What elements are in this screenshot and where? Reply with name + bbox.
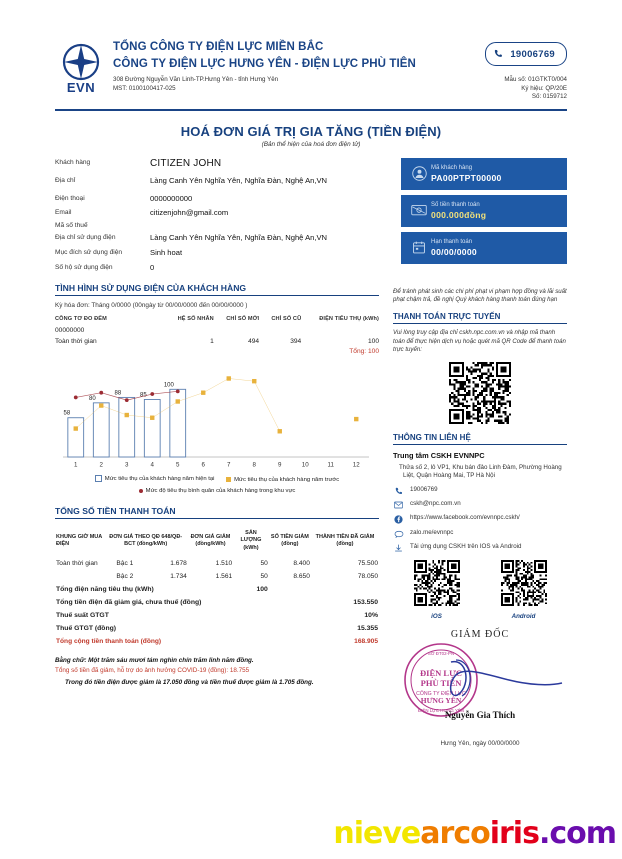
svg-text:ĐIỆN LỰC HƯNG YÊN: ĐIỆN LỰC HƯNG YÊN xyxy=(418,707,464,713)
payment-heading: TỔNG SỐ TIỀN THANH TOÁN xyxy=(55,506,379,519)
app-store-qrs xyxy=(393,560,567,620)
user-icon xyxy=(407,166,431,181)
field-value: Sinh hoat xyxy=(150,247,183,257)
customer-row xyxy=(55,194,395,203)
svg-text:4: 4 xyxy=(150,461,154,469)
field-value: Làng Canh Yên Nghĩa Yên, Nghĩa Đàn, Nghệ An,VN xyxy=(150,232,328,242)
field-value: 0 xyxy=(150,262,155,272)
form-number: Mẫu số: 01GTKT0/004 xyxy=(504,76,567,83)
col-reduced-price: ĐƠN GIÁ GIẢM (đồng/kWh) xyxy=(190,533,231,548)
field-value: 0000000000 xyxy=(150,193,193,203)
svg-text:PHÙ TIÊN: PHÙ TIÊN xyxy=(420,677,462,688)
legend-swatch-line-icon xyxy=(139,489,143,493)
summary-value xyxy=(311,583,379,596)
customer-fields xyxy=(55,158,395,275)
contact-item-zalo[interactable] xyxy=(393,529,567,538)
col-consumption: ĐIỆN TIÊU THỤ (kWh) xyxy=(319,315,379,322)
field-label: Khách hàng xyxy=(55,158,91,166)
online-payment-body: Vui lòng truy cập địa chỉ cskh.npc.com.vn và nhập mã thanh toán để thực hiện dịch vụ hoặc quét mã QR Code để thanh toán trực tuyến: xyxy=(393,328,566,354)
contact-item-email xyxy=(393,500,567,509)
online-payment-heading: THANH TOÁN TRỰC TUYẾN xyxy=(393,312,567,324)
signature-date: Hưng Yên, ngày 00/00/0000 xyxy=(440,739,520,747)
svg-text:5: 5 xyxy=(176,461,180,469)
svg-text:10: 10 xyxy=(301,461,309,469)
row-time-band: Toàn thời gian xyxy=(56,559,98,567)
org-tax-code: MST: 0100100417-025 xyxy=(113,84,176,92)
legend-item-current xyxy=(95,474,215,484)
invoice-header xyxy=(55,0,567,102)
phone-icon xyxy=(494,45,503,63)
col-old-index: CHỈ SỐ CŨ xyxy=(271,315,302,322)
customer-section xyxy=(55,158,567,275)
calendar-icon xyxy=(407,240,431,255)
payment-notes xyxy=(55,657,379,686)
contact-heading: THÔNG TIN LIÊN HỆ xyxy=(393,433,567,445)
row-quantity: 50 xyxy=(260,559,268,567)
android-caption: Android xyxy=(511,612,536,620)
table-row xyxy=(55,570,379,583)
meter-number: 00000000 xyxy=(55,326,85,334)
card-label: Hạn thanh toán xyxy=(431,238,473,245)
invoice-subtitle: (Bản thể hiện của hoá đơn điện tử) xyxy=(261,140,361,148)
contact-facebook: https://www.facebook.com/evnnpc.cskh/ xyxy=(410,513,520,521)
usage-total-label: Tổng: xyxy=(349,347,367,355)
chart-legend xyxy=(55,474,379,498)
amount-due-card xyxy=(401,195,567,227)
field-label: Mục đích sử dụng điện xyxy=(55,248,123,256)
field-label: Mã số thuế xyxy=(55,221,88,229)
row-amount: 78.050 xyxy=(357,572,378,580)
card-value: 000.000đồng xyxy=(431,209,487,220)
mail-icon xyxy=(393,500,404,509)
summary-value: 15.355 xyxy=(357,624,378,632)
field-value: Làng Canh Yên Nghĩa Yên, Nghĩa Đàn, Nghệ An,VN xyxy=(150,175,328,185)
summary-mid: 100 xyxy=(256,585,268,593)
money-icon xyxy=(407,203,431,218)
row-consumption: 100 xyxy=(367,337,379,345)
signature-area xyxy=(393,640,567,736)
watermark xyxy=(333,816,616,851)
svg-text:SỞ ĐT02-PN: SỞ ĐT02-PN xyxy=(427,650,455,656)
row-time-band xyxy=(55,570,104,583)
row-reduction: 8.400 xyxy=(293,559,310,567)
director-name: Nguyễn Gia Thích xyxy=(444,709,516,720)
contact-address: Thửa số 2, lô VP1, Khu bán đảo Linh Đàm, Phường Hoàng Liệt, Quận Hoàng Mai, TP Hà Nội xyxy=(399,463,562,480)
zalo-icon xyxy=(393,529,404,538)
due-date-card xyxy=(401,232,567,264)
watermark-part-2: arco xyxy=(420,816,490,851)
summary-row xyxy=(55,583,379,596)
customer-row xyxy=(55,221,395,229)
summary-cards xyxy=(395,158,567,275)
invoice-title: HOÁ ĐƠN GIÁ TRỊ GIA TĂNG (TIỀN ĐIỆN) xyxy=(180,123,442,139)
customer-row xyxy=(55,263,395,272)
qr-icon xyxy=(449,362,511,424)
watermark-part-4: .com xyxy=(538,816,616,851)
svg-text:1: 1 xyxy=(74,461,78,469)
svg-text:80: 80 xyxy=(89,395,96,402)
evn-star-icon xyxy=(59,42,103,82)
field-label: Số hộ sử dụng điện xyxy=(55,263,113,271)
col-time-band: KHUNG GIỜ MUA ĐIỆN xyxy=(56,533,103,548)
payment-qr-code[interactable] xyxy=(393,362,567,424)
row-quantity: 50 xyxy=(260,572,268,580)
row-tier: Bậc 1 xyxy=(116,559,134,567)
consumption-chart xyxy=(55,365,379,470)
legend-label: Mức tiêu thụ của khách hàng năm trước xyxy=(234,476,340,483)
svg-text:2: 2 xyxy=(99,461,103,469)
svg-text:6: 6 xyxy=(201,461,205,469)
customer-row xyxy=(55,176,395,185)
svg-text:12: 12 xyxy=(352,461,360,469)
org-block xyxy=(107,40,437,93)
row-old-index: 394 xyxy=(290,337,302,345)
svg-text:8: 8 xyxy=(252,461,256,469)
row-new-index: 494 xyxy=(248,337,260,345)
invoice-title-block xyxy=(55,124,567,148)
director-title: GIÁM ĐỐC xyxy=(450,628,510,640)
meter-table xyxy=(55,316,379,347)
evn-logo xyxy=(55,40,107,95)
field-label: Địa chỉ xyxy=(55,176,76,184)
svg-text:ĐIỆN LỰC: ĐIỆN LỰC xyxy=(420,667,462,678)
card-label: Mã khách hàng xyxy=(431,164,473,171)
payment-table xyxy=(55,527,379,648)
app-download-text: Tải ứng dụng CSKH trên IOS và Android xyxy=(410,542,522,550)
summary-row xyxy=(55,622,379,635)
watermark-part-3: iris xyxy=(489,816,539,851)
summary-label: Tổng tiền điện đã giảm giá, chưa thuế (đồng) xyxy=(56,598,202,606)
contact-item-facebook[interactable] xyxy=(393,514,567,524)
summary-label: Thuế suất GTGT xyxy=(56,611,109,619)
hotline-badge[interactable] xyxy=(485,42,567,66)
summary-value: 168.905 xyxy=(354,637,378,645)
amount-in-words: Bằng chữ: Một trăm sáu mươi tám nghìn chín trăm linh năm đồng. xyxy=(55,656,254,664)
contact-zalo: zalo.me/evnnpc xyxy=(410,528,454,536)
contact-email: cskh@npc.com.vn xyxy=(410,499,461,507)
ios-qr-block[interactable] xyxy=(414,560,460,620)
field-label: Điện thoại xyxy=(55,194,85,202)
row-unit-price: 1.678 xyxy=(170,559,187,567)
table-header-row xyxy=(55,316,379,325)
contact-item-phone xyxy=(393,486,567,495)
field-label: Địa chỉ sử dụng điện xyxy=(55,233,116,241)
svg-text:85: 85 xyxy=(140,392,147,399)
summary-label: Thuế GTGT (đồng) xyxy=(56,624,117,632)
customer-row xyxy=(55,158,395,169)
row-unit-price: 1.734 xyxy=(170,572,187,580)
svg-text:9: 9 xyxy=(278,461,282,469)
row-period: Toàn thời gian xyxy=(55,337,97,345)
legend-item-previous xyxy=(226,475,339,485)
covid-detail-note: Trong đó tiền điện được giảm là 17.050 đồng và tiền thuế được giảm là 1.705 đồng. xyxy=(65,678,314,686)
covid-support-note: Tổng số tiền đã giảm, hỗ trợ do ảnh hưởng COVID-19 (đồng): 18.755 xyxy=(55,666,250,674)
contact-phone: 19006769 xyxy=(410,485,438,493)
customer-row xyxy=(55,248,395,257)
legend-label: Mức tiêu thụ của khách hàng năm hiện tại xyxy=(104,475,215,482)
legend-swatch-bar-icon xyxy=(95,475,102,482)
customer-row xyxy=(55,208,395,217)
org-address: 308 Đường Nguyễn Văn Linh-TP.Hưng Yên - tỉnh Hưng Yên xyxy=(113,76,279,83)
row-tier: Bậc 2 xyxy=(116,572,134,580)
svg-text:HƯNG YÊN: HƯNG YÊN xyxy=(420,695,462,705)
col-quantity: SẢN LƯỢNG (kWh) xyxy=(240,530,262,551)
contact-item-app xyxy=(393,543,567,553)
form-serial: Số: 0159712 xyxy=(531,93,567,101)
phone-icon xyxy=(393,486,404,495)
usage-total xyxy=(55,348,379,355)
row-reduced-price: 1.510 xyxy=(215,559,233,567)
card-label: Số tiền thanh toán xyxy=(431,201,480,208)
qr-icon xyxy=(414,560,460,606)
svg-text:100: 100 xyxy=(163,382,174,389)
qr-icon xyxy=(501,560,547,606)
hotline-number: 19006769 xyxy=(510,48,555,60)
card-value: PA00PTPT00000 xyxy=(431,172,502,183)
field-value: CITIZEN JOHN xyxy=(150,157,222,169)
card-value: 00/00/0000 xyxy=(431,246,478,257)
svg-text:88: 88 xyxy=(114,390,122,397)
usage-total-value: 100 xyxy=(367,347,379,355)
customer-code-card xyxy=(401,158,567,190)
col-new-index: CHỈ SỐ MỚI xyxy=(226,315,260,322)
col-reduction: SỐ TIỀN GIẢM (đồng) xyxy=(270,533,309,548)
form-symbol: Ký hiệu: QP/20E xyxy=(521,84,567,92)
col-meter: CÔNG TƠ ĐO ĐẾM xyxy=(55,315,107,322)
legend-swatch-scatter-icon xyxy=(226,477,231,482)
summary-value: 10% xyxy=(364,611,378,619)
facebook-icon xyxy=(393,514,404,524)
contact-center-name: Trung tâm CSKH EVNNPC xyxy=(393,450,485,460)
row-reduced-price: 1.561 xyxy=(215,572,233,580)
customer-row xyxy=(55,233,395,242)
usage-heading: TÌNH HÌNH SỬ DỤNG ĐIỆN CỦA KHÁCH HÀNG xyxy=(55,283,379,296)
summary-row-total xyxy=(55,635,379,648)
org-line-1: TỔNG CÔNG TY ĐIỆN LỰC MIỀN BẮC xyxy=(113,41,324,53)
chart-canvas xyxy=(55,365,375,470)
col-multiplier: HỆ SỐ NHÂN xyxy=(177,315,214,322)
summary-row xyxy=(55,596,379,609)
legend-item-average xyxy=(139,486,296,496)
table-row xyxy=(55,325,379,336)
svg-text:11: 11 xyxy=(327,461,334,469)
svg-text:58: 58 xyxy=(63,410,71,417)
summary-label: Tổng cộng tiền thanh toán (đồng) xyxy=(56,637,162,645)
header-right xyxy=(437,40,567,102)
ios-caption: iOS xyxy=(431,612,442,620)
billing-period: Kỳ hóa đơn: Tháng 0/0000 (00ngày từ 00/00/0000 đến 00/00/0000 ) xyxy=(55,301,248,309)
table-header-row xyxy=(55,527,379,557)
col-amount: THÀNH TIỀN ĐÃ GIẢM (đồng) xyxy=(315,533,375,548)
late-payment-warning: Để tránh phát sinh các chi phí phạt vi phạm hợp đồng và lãi suất phạt chậm trả, đề nghị Quý khách hàng thanh toán đúng hạn xyxy=(393,287,567,304)
row-multiplier: 1 xyxy=(210,337,214,345)
legend-label: Mức độ tiêu thụ bình quân của khách hàng trong khu vực xyxy=(145,488,296,495)
row-reduction: 8.650 xyxy=(293,572,310,580)
watermark-part-1: nieve xyxy=(333,816,421,851)
field-value: citizenjohn@gmail.com xyxy=(150,207,229,217)
summary-label: Tổng điện năng tiêu thụ (kWh) xyxy=(56,585,154,593)
header-divider xyxy=(55,109,567,111)
svg-text:CÔNG TY ĐIỆN LỰC: CÔNG TY ĐIỆN LỰC xyxy=(416,690,466,697)
download-icon xyxy=(393,543,404,553)
evn-wordmark: EVN xyxy=(66,80,96,95)
summary-value: 153.550 xyxy=(353,598,378,606)
svg-text:3: 3 xyxy=(125,461,129,469)
table-row xyxy=(55,557,379,570)
col-unit-price: ĐƠN GIÁ THEO QĐ 648/QĐ-BCT (đồng/kWh) xyxy=(109,533,183,548)
field-label: Email xyxy=(55,208,72,216)
table-row xyxy=(55,336,379,347)
svg-text:7: 7 xyxy=(227,461,231,469)
summary-row xyxy=(55,609,379,622)
android-qr-block[interactable] xyxy=(501,560,547,620)
row-amount: 75.500 xyxy=(357,559,378,567)
org-line-2: CÔNG TY ĐIỆN LỰC HƯNG YÊN - ĐIỆN LỰC PHÙ TIÊN xyxy=(113,58,416,70)
